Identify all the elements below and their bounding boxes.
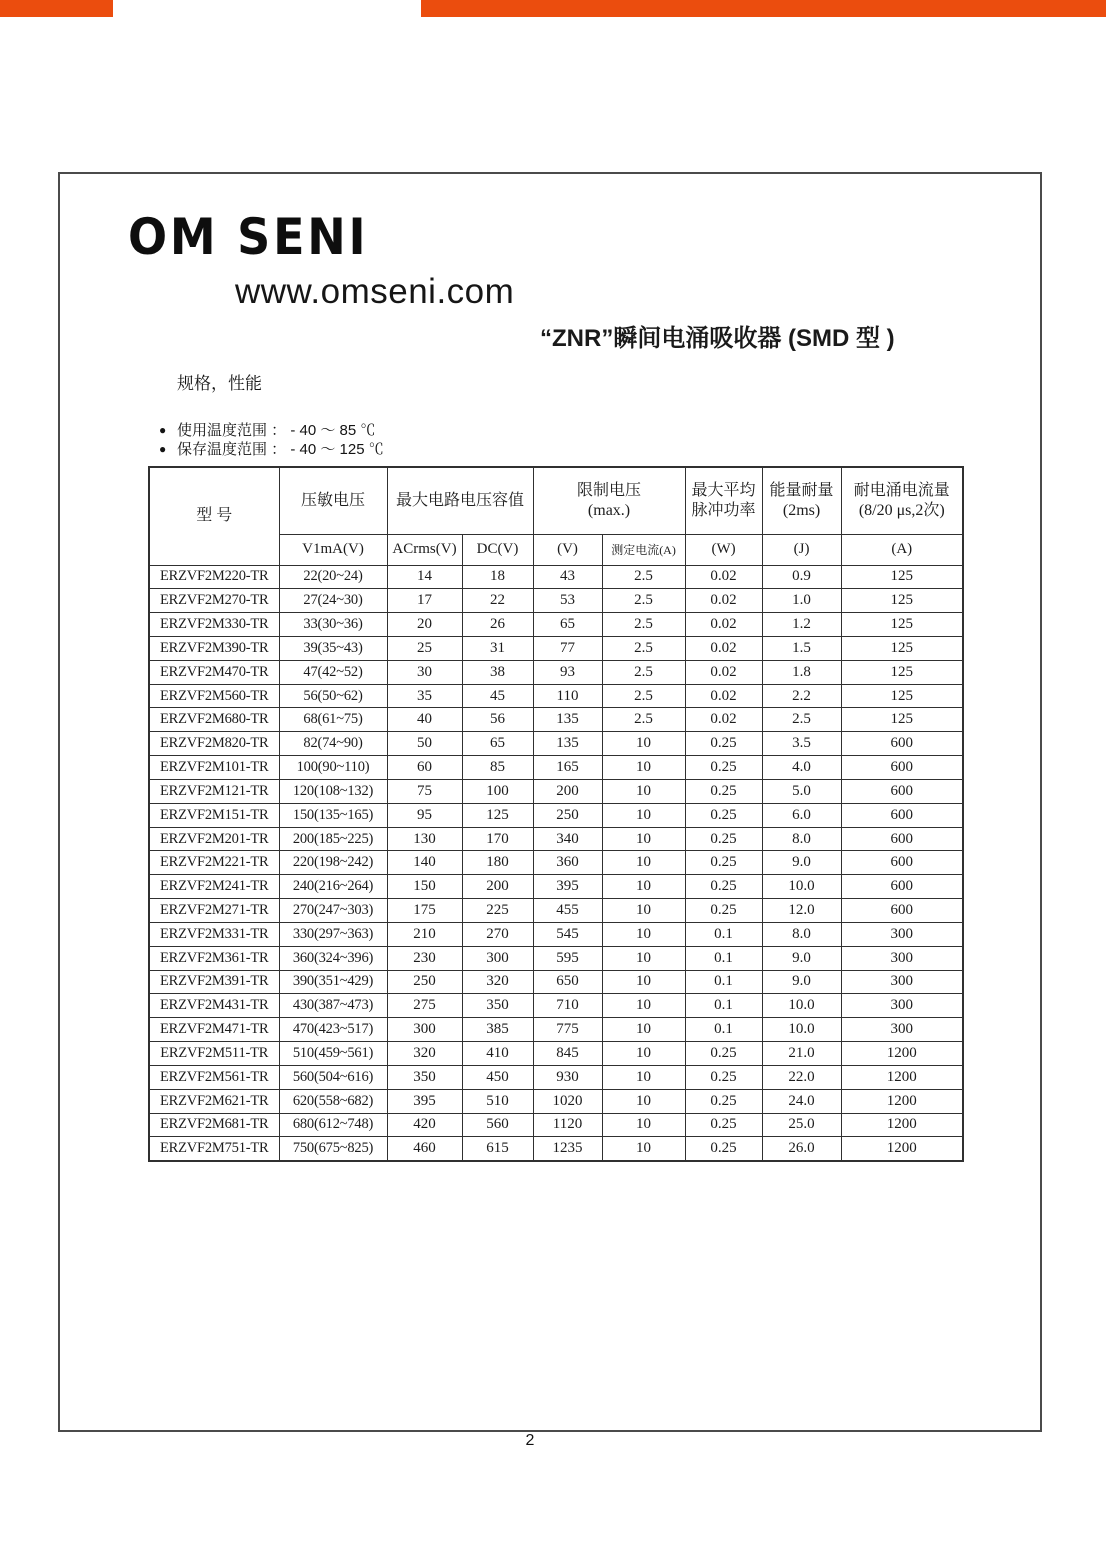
table-cell: ERZVF2M560-TR bbox=[149, 684, 279, 708]
table-cell: 0.02 bbox=[685, 708, 762, 732]
table-cell: 600 bbox=[841, 827, 963, 851]
table-cell: 3.5 bbox=[762, 732, 841, 756]
table-cell: 10 bbox=[602, 1042, 685, 1066]
table-cell: 10 bbox=[602, 732, 685, 756]
energy-line1: 能量耐量 bbox=[769, 481, 834, 499]
table-cell: 430(387~473) bbox=[279, 994, 387, 1018]
table-cell: 50 bbox=[387, 732, 462, 756]
table-cell: 1.2 bbox=[762, 613, 841, 637]
table-cell: 455 bbox=[533, 899, 602, 923]
table-cell: 10 bbox=[602, 946, 685, 970]
bullet-icon: ● bbox=[159, 442, 167, 456]
table-cell: ERZVF2M101-TR bbox=[149, 756, 279, 780]
table-cell: 600 bbox=[841, 851, 963, 875]
table-cell: 125 bbox=[841, 565, 963, 589]
table-cell: 320 bbox=[462, 970, 533, 994]
table-cell: ERZVF2M680-TR bbox=[149, 708, 279, 732]
table-cell: 0.25 bbox=[685, 756, 762, 780]
table-row bbox=[149, 946, 963, 970]
table-cell: 1200 bbox=[841, 1065, 963, 1089]
table-cell: 39(35~43) bbox=[279, 636, 387, 660]
table-cell: ERZVF2M470-TR bbox=[149, 660, 279, 684]
table-cell: 750(675~825) bbox=[279, 1137, 387, 1161]
table-cell: 2.5 bbox=[602, 565, 685, 589]
table-cell: 8.0 bbox=[762, 922, 841, 946]
table-cell: 1020 bbox=[533, 1089, 602, 1113]
table-cell: 56 bbox=[462, 708, 533, 732]
table-cell: 22.0 bbox=[762, 1065, 841, 1089]
table-cell: ERZVF2M241-TR bbox=[149, 875, 279, 899]
table-cell: ERZVF2M390-TR bbox=[149, 636, 279, 660]
table-cell: 0.02 bbox=[685, 613, 762, 637]
spec-table bbox=[148, 466, 964, 1162]
table-row bbox=[149, 970, 963, 994]
table-cell: 1.8 bbox=[762, 660, 841, 684]
table-cell: 10 bbox=[602, 803, 685, 827]
table-cell: 10 bbox=[602, 756, 685, 780]
table-cell: 220(198~242) bbox=[279, 851, 387, 875]
table-cell: 45 bbox=[462, 684, 533, 708]
table-cell: ERZVF2M271-TR bbox=[149, 899, 279, 923]
col-header-varistor-voltage: 压敏电压 bbox=[279, 467, 387, 534]
table-cell: 0.02 bbox=[685, 636, 762, 660]
col-header-limit-voltage bbox=[533, 467, 685, 534]
table-cell: 240(216~264) bbox=[279, 875, 387, 899]
table-row bbox=[149, 779, 963, 803]
table-row bbox=[149, 565, 963, 589]
table-cell: 300 bbox=[462, 946, 533, 970]
table-cell: 420 bbox=[387, 1113, 462, 1137]
table-cell: 125 bbox=[841, 589, 963, 613]
table-cell: 130 bbox=[387, 827, 462, 851]
table-row bbox=[149, 827, 963, 851]
top-accent-bar-left bbox=[0, 0, 113, 17]
table-cell: 10 bbox=[602, 1018, 685, 1042]
table-row bbox=[149, 994, 963, 1018]
table-row bbox=[149, 708, 963, 732]
table-cell: 460 bbox=[387, 1137, 462, 1161]
table-cell: 10 bbox=[602, 875, 685, 899]
col-header-max-avg-pulse-power bbox=[685, 467, 762, 534]
table-cell: 53 bbox=[533, 589, 602, 613]
table-cell: 2.5 bbox=[602, 708, 685, 732]
table-cell: 200(185~225) bbox=[279, 827, 387, 851]
table-cell: 1200 bbox=[841, 1113, 963, 1137]
table-cell: 410 bbox=[462, 1042, 533, 1066]
table-cell: 1.5 bbox=[762, 636, 841, 660]
table-cell: 600 bbox=[841, 756, 963, 780]
table-cell: 0.1 bbox=[685, 922, 762, 946]
table-row bbox=[149, 1042, 963, 1066]
table-cell: 545 bbox=[533, 922, 602, 946]
table-cell: 2.5 bbox=[602, 684, 685, 708]
table-cell: 10 bbox=[602, 994, 685, 1018]
table-cell: 9.0 bbox=[762, 851, 841, 875]
table-cell: 100(90~110) bbox=[279, 756, 387, 780]
table-cell: ERZVF2M561-TR bbox=[149, 1065, 279, 1089]
table-cell: 0.25 bbox=[685, 827, 762, 851]
table-cell: 10 bbox=[602, 779, 685, 803]
table-cell: 9.0 bbox=[762, 946, 841, 970]
table-cell: ERZVF2M621-TR bbox=[149, 1089, 279, 1113]
table-cell: 12.0 bbox=[762, 899, 841, 923]
table-cell: 395 bbox=[533, 875, 602, 899]
table-cell: 600 bbox=[841, 779, 963, 803]
table-cell: 225 bbox=[462, 899, 533, 923]
table-cell: 6.0 bbox=[762, 803, 841, 827]
company-logo: OM SENI bbox=[128, 208, 369, 266]
table-cell: 560 bbox=[462, 1113, 533, 1137]
table-cell: 615 bbox=[462, 1137, 533, 1161]
table-cell: 620(558~682) bbox=[279, 1089, 387, 1113]
table-cell: 2.5 bbox=[762, 708, 841, 732]
table-cell: 17 bbox=[387, 589, 462, 613]
table-cell: 10.0 bbox=[762, 1018, 841, 1042]
table-cell: 300 bbox=[387, 1018, 462, 1042]
table-cell: 300 bbox=[841, 1018, 963, 1042]
header-row-1 bbox=[149, 467, 963, 534]
subheader-test-current: 测定电流(A) bbox=[602, 534, 685, 565]
table-cell: 65 bbox=[462, 732, 533, 756]
table-cell: 56(50~62) bbox=[279, 684, 387, 708]
table-cell: 2.5 bbox=[602, 636, 685, 660]
table-cell: 600 bbox=[841, 732, 963, 756]
table-cell: 470(423~517) bbox=[279, 1018, 387, 1042]
table-cell: 0.1 bbox=[685, 1018, 762, 1042]
table-cell: 25.0 bbox=[762, 1113, 841, 1137]
table-cell: 135 bbox=[533, 708, 602, 732]
bullet-icon: ● bbox=[159, 423, 167, 437]
table-cell: 10 bbox=[602, 1137, 685, 1161]
table-row bbox=[149, 636, 963, 660]
table-cell: 125 bbox=[841, 636, 963, 660]
table-cell: 30 bbox=[387, 660, 462, 684]
table-cell: 93 bbox=[533, 660, 602, 684]
table-cell: ERZVF2M361-TR bbox=[149, 946, 279, 970]
table-cell: 0.25 bbox=[685, 732, 762, 756]
table-cell: 47(42~52) bbox=[279, 660, 387, 684]
table-row bbox=[149, 613, 963, 637]
table-cell: 5.0 bbox=[762, 779, 841, 803]
table-cell: 0.25 bbox=[685, 1042, 762, 1066]
table-cell: 120(108~132) bbox=[279, 779, 387, 803]
table-cell: 100 bbox=[462, 779, 533, 803]
table-cell: 250 bbox=[533, 803, 602, 827]
table-cell: 0.1 bbox=[685, 994, 762, 1018]
table-cell: 595 bbox=[533, 946, 602, 970]
table-cell: 2.5 bbox=[602, 660, 685, 684]
table-cell: 450 bbox=[462, 1065, 533, 1089]
table-cell: 0.25 bbox=[685, 1065, 762, 1089]
table-cell: 270 bbox=[462, 922, 533, 946]
table-cell: 1.0 bbox=[762, 589, 841, 613]
table-cell: 22(20~24) bbox=[279, 565, 387, 589]
table-cell: 275 bbox=[387, 994, 462, 1018]
storage-temp-range bbox=[159, 440, 384, 459]
table-cell: 60 bbox=[387, 756, 462, 780]
limit-voltage-line2: (max.) bbox=[587, 501, 631, 519]
subheader-v1ma: V1mA(V) bbox=[279, 534, 387, 565]
table-cell: 845 bbox=[533, 1042, 602, 1066]
table-row bbox=[149, 922, 963, 946]
table-cell: 300 bbox=[841, 994, 963, 1018]
table-cell: 9.0 bbox=[762, 970, 841, 994]
table-cell: 10 bbox=[602, 1113, 685, 1137]
table-cell: 360 bbox=[533, 851, 602, 875]
table-cell: 395 bbox=[387, 1089, 462, 1113]
table-cell: 150 bbox=[387, 875, 462, 899]
table-cell: 180 bbox=[462, 851, 533, 875]
table-cell: ERZVF2M330-TR bbox=[149, 613, 279, 637]
table-cell: 510(459~561) bbox=[279, 1042, 387, 1066]
table-cell: 0.1 bbox=[685, 970, 762, 994]
company-website: www.omseni.com bbox=[235, 272, 515, 311]
table-cell: 350 bbox=[462, 994, 533, 1018]
table-row bbox=[149, 756, 963, 780]
table-cell: 125 bbox=[841, 660, 963, 684]
table-cell: 75 bbox=[387, 779, 462, 803]
table-row bbox=[149, 1113, 963, 1137]
col-header-model: 型 号 bbox=[149, 467, 279, 565]
pulse-power-line2: 脉冲功率 bbox=[691, 501, 756, 519]
table-row bbox=[149, 851, 963, 875]
table-cell: 250 bbox=[387, 970, 462, 994]
table-cell: 0.02 bbox=[685, 565, 762, 589]
table-cell: 2.5 bbox=[602, 613, 685, 637]
section-heading: 规格，性能 bbox=[177, 374, 262, 393]
spec-table-header bbox=[149, 467, 963, 565]
table-cell: 1120 bbox=[533, 1113, 602, 1137]
subheader-v: (V) bbox=[533, 534, 602, 565]
energy-line2: (2ms) bbox=[782, 501, 821, 519]
table-cell: 77 bbox=[533, 636, 602, 660]
table-cell: 24.0 bbox=[762, 1089, 841, 1113]
surge-line2: (8/20 μs,2次) bbox=[858, 501, 945, 519]
table-cell: 600 bbox=[841, 899, 963, 923]
table-cell: ERZVF2M511-TR bbox=[149, 1042, 279, 1066]
table-row bbox=[149, 589, 963, 613]
table-cell: ERZVF2M331-TR bbox=[149, 922, 279, 946]
table-cell: 135 bbox=[533, 732, 602, 756]
table-cell: 0.02 bbox=[685, 684, 762, 708]
table-cell: ERZVF2M751-TR bbox=[149, 1137, 279, 1161]
pulse-power-line1: 最大平均 bbox=[691, 481, 756, 499]
table-cell: 320 bbox=[387, 1042, 462, 1066]
table-cell: 560(504~616) bbox=[279, 1065, 387, 1089]
table-cell: 300 bbox=[841, 922, 963, 946]
table-cell: 0.25 bbox=[685, 1089, 762, 1113]
table-cell: 710 bbox=[533, 994, 602, 1018]
table-row bbox=[149, 1065, 963, 1089]
table-cell: 0.25 bbox=[685, 779, 762, 803]
operating-temp-text: 使用温度范围 ： - 40 ～ 85 ℃ bbox=[177, 422, 376, 439]
table-cell: 10 bbox=[602, 1089, 685, 1113]
subheader-j: (J) bbox=[762, 534, 841, 565]
table-cell: 165 bbox=[533, 756, 602, 780]
table-cell: 125 bbox=[841, 613, 963, 637]
table-cell: 2.5 bbox=[602, 589, 685, 613]
table-cell: ERZVF2M221-TR bbox=[149, 851, 279, 875]
table-cell: 150(135~165) bbox=[279, 803, 387, 827]
table-cell: 27(24~30) bbox=[279, 589, 387, 613]
page-number: 2 bbox=[525, 1432, 535, 1449]
table-cell: 125 bbox=[841, 684, 963, 708]
table-cell: 82(74~90) bbox=[279, 732, 387, 756]
table-cell: ERZVF2M391-TR bbox=[149, 970, 279, 994]
table-cell: 10 bbox=[602, 827, 685, 851]
table-row bbox=[149, 803, 963, 827]
table-cell: 68(61~75) bbox=[279, 708, 387, 732]
table-cell: ERZVF2M681-TR bbox=[149, 1113, 279, 1137]
table-cell: ERZVF2M471-TR bbox=[149, 1018, 279, 1042]
table-cell: ERZVF2M220-TR bbox=[149, 565, 279, 589]
table-cell: 0.1 bbox=[685, 946, 762, 970]
spec-table-body bbox=[149, 565, 963, 1161]
table-cell: 0.25 bbox=[685, 1137, 762, 1161]
table-cell: 26 bbox=[462, 613, 533, 637]
surge-line1: 耐电涌电流量 bbox=[853, 481, 950, 499]
top-accent-bar-right bbox=[421, 0, 1106, 17]
table-cell: 4.0 bbox=[762, 756, 841, 780]
table-cell: ERZVF2M151-TR bbox=[149, 803, 279, 827]
table-cell: 10 bbox=[602, 899, 685, 923]
col-header-surge-current bbox=[841, 467, 963, 534]
subheader-acrms: ACrms(V) bbox=[387, 534, 462, 565]
table-cell: 300 bbox=[841, 970, 963, 994]
table-cell: 20 bbox=[387, 613, 462, 637]
table-cell: 510 bbox=[462, 1089, 533, 1113]
table-cell: 600 bbox=[841, 803, 963, 827]
table-cell: 10 bbox=[602, 1065, 685, 1089]
table-cell: 10 bbox=[602, 922, 685, 946]
table-cell: 65 bbox=[533, 613, 602, 637]
table-cell: 650 bbox=[533, 970, 602, 994]
table-cell: 14 bbox=[387, 565, 462, 589]
storage-temp-text: 保存温度范围 ： - 40 ～ 125 ℃ bbox=[177, 441, 384, 458]
table-cell: 125 bbox=[462, 803, 533, 827]
table-cell: 175 bbox=[387, 899, 462, 923]
table-cell: 170 bbox=[462, 827, 533, 851]
table-cell: 0.25 bbox=[685, 1113, 762, 1137]
table-cell: 0.02 bbox=[685, 660, 762, 684]
operating-temp-range bbox=[159, 421, 384, 440]
table-cell: 930 bbox=[533, 1065, 602, 1089]
table-cell: 200 bbox=[533, 779, 602, 803]
table-cell: 0.25 bbox=[685, 899, 762, 923]
table-row bbox=[149, 875, 963, 899]
table-cell: 680(612~748) bbox=[279, 1113, 387, 1137]
table-cell: 1235 bbox=[533, 1137, 602, 1161]
table-cell: ERZVF2M270-TR bbox=[149, 589, 279, 613]
table-row bbox=[149, 684, 963, 708]
table-cell: 0.25 bbox=[685, 803, 762, 827]
table-cell: 360(324~396) bbox=[279, 946, 387, 970]
table-cell: ERZVF2M431-TR bbox=[149, 994, 279, 1018]
document-title: “ZNR”瞬间电涌吸收器 (SMD 型 ) bbox=[540, 325, 895, 352]
table-cell: 95 bbox=[387, 803, 462, 827]
table-cell: 10.0 bbox=[762, 875, 841, 899]
table-cell: 110 bbox=[533, 684, 602, 708]
table-cell: 1200 bbox=[841, 1137, 963, 1161]
table-cell: 10 bbox=[602, 851, 685, 875]
table-cell: 0.02 bbox=[685, 589, 762, 613]
subheader-dc: DC(V) bbox=[462, 534, 533, 565]
table-cell: 43 bbox=[533, 565, 602, 589]
table-row bbox=[149, 1137, 963, 1161]
table-cell: 385 bbox=[462, 1018, 533, 1042]
table-cell: 10 bbox=[602, 970, 685, 994]
table-cell: ERZVF2M820-TR bbox=[149, 732, 279, 756]
table-cell: 22 bbox=[462, 589, 533, 613]
table-cell: 21.0 bbox=[762, 1042, 841, 1066]
table-cell: 350 bbox=[387, 1065, 462, 1089]
table-cell: 33(30~36) bbox=[279, 613, 387, 637]
subheader-a: (A) bbox=[841, 534, 963, 565]
table-cell: 10.0 bbox=[762, 994, 841, 1018]
col-header-max-circuit-voltage: 最大电路电压容值 bbox=[387, 467, 533, 534]
table-cell: 26.0 bbox=[762, 1137, 841, 1161]
table-cell: 210 bbox=[387, 922, 462, 946]
table-cell: 1200 bbox=[841, 1089, 963, 1113]
table-cell: 40 bbox=[387, 708, 462, 732]
table-cell: 140 bbox=[387, 851, 462, 875]
table-cell: 85 bbox=[462, 756, 533, 780]
subheader-w: (W) bbox=[685, 534, 762, 565]
table-cell: 2.2 bbox=[762, 684, 841, 708]
table-cell: 390(351~429) bbox=[279, 970, 387, 994]
table-cell: 200 bbox=[462, 875, 533, 899]
table-cell: 0.9 bbox=[762, 565, 841, 589]
table-cell: 38 bbox=[462, 660, 533, 684]
table-cell: 0.25 bbox=[685, 851, 762, 875]
table-cell: 340 bbox=[533, 827, 602, 851]
table-cell: ERZVF2M121-TR bbox=[149, 779, 279, 803]
col-header-energy bbox=[762, 467, 841, 534]
table-cell: 775 bbox=[533, 1018, 602, 1042]
table-cell: 8.0 bbox=[762, 827, 841, 851]
table-cell: 300 bbox=[841, 946, 963, 970]
table-cell: 35 bbox=[387, 684, 462, 708]
table-row bbox=[149, 660, 963, 684]
table-cell: 230 bbox=[387, 946, 462, 970]
table-cell: 1200 bbox=[841, 1042, 963, 1066]
table-cell: 25 bbox=[387, 636, 462, 660]
table-cell: 270(247~303) bbox=[279, 899, 387, 923]
table-cell: 125 bbox=[841, 708, 963, 732]
table-row bbox=[149, 732, 963, 756]
table-row bbox=[149, 1018, 963, 1042]
table-cell: 31 bbox=[462, 636, 533, 660]
temperature-specs bbox=[159, 421, 384, 459]
table-cell: 600 bbox=[841, 875, 963, 899]
limit-voltage-line1: 限制电压 bbox=[577, 481, 642, 499]
table-cell: 0.25 bbox=[685, 875, 762, 899]
table-cell: ERZVF2M201-TR bbox=[149, 827, 279, 851]
table-row bbox=[149, 1089, 963, 1113]
table-cell: 330(297~363) bbox=[279, 922, 387, 946]
table-row bbox=[149, 899, 963, 923]
table-cell: 18 bbox=[462, 565, 533, 589]
